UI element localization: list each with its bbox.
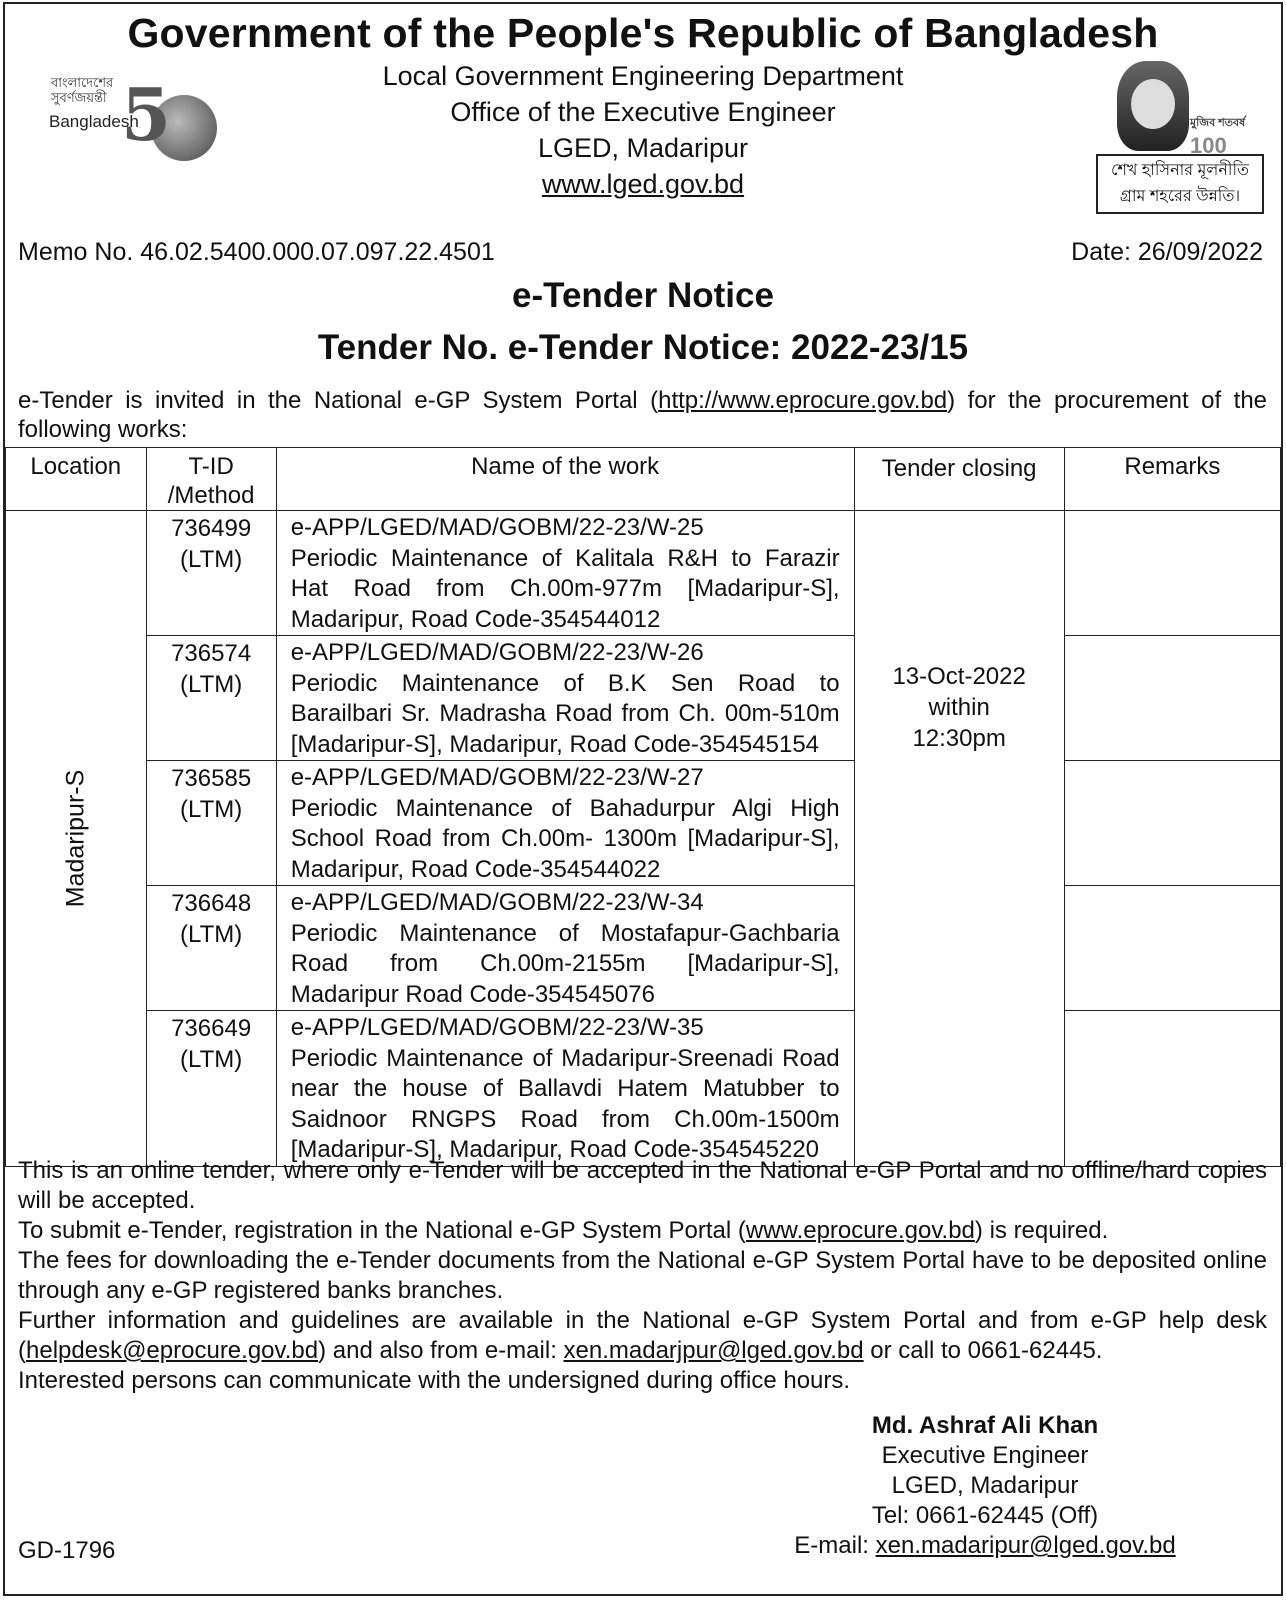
tid-cell: 736499 (LTM)	[146, 511, 276, 636]
signatory-name: Md. Ashraf Ali Khan	[871, 1412, 1099, 1439]
signature-block	[785, 1411, 1185, 1561]
office-email-link[interactable]: xen.madarjpur@lged.gov.bd	[563, 1337, 864, 1364]
eprocure-link[interactable]: http://www.eprocure.gov.bd	[658, 387, 948, 414]
jubilee-bangla-text: বাংলাদেশের সুবর্ণজয়ন্তী	[51, 75, 114, 105]
signatory-office: LGED, Madaripur	[891, 1472, 1079, 1499]
header-remarks: Remarks	[1064, 448, 1280, 511]
jubilee-number: 5	[121, 72, 172, 157]
website-line	[5, 169, 1281, 200]
table-header-row	[6, 448, 1281, 511]
motto-line-2: গ্রাম শহরের উন্নতি।	[1119, 188, 1241, 205]
table-row	[6, 1011, 1281, 1167]
signatory-phone: Tel: 0661-62445 (Off)	[871, 1502, 1099, 1529]
office-location: LGED, Madaripur	[537, 133, 749, 163]
mujib-100-mark: মুজিব শতবর্ষ 100	[1190, 117, 1246, 158]
header-name-of-work: Name of the work	[276, 448, 854, 511]
tid-cell: 736648 (LTM)	[146, 886, 276, 1011]
motto-box	[1096, 154, 1264, 214]
work-name-cell: e-APP/LGED/MAD/GOBM/22-23/W-35 Periodic Maintenance of Madaripur-Sreenadi Road near the house of Ballavdi Hatem Matubber to Saidnoor RNGPS Road from Ch.00m-1500m [Madaripur-S], Madaripur, Road Code-354545220	[276, 1011, 854, 1167]
signatory-email-line: E-mail: xen.madaripur@lged.gov.bd	[794, 1532, 1176, 1559]
memo-number: Memo No. 46.02.5400.000.07.097.22.4501	[18, 238, 495, 266]
motto-line-1: শেখ হাসিনার মূলনীতি	[1110, 162, 1250, 179]
work-name-cell: e-APP/LGED/MAD/GOBM/22-23/W-25 Periodic Maintenance of Kalitala R&H to Farazir Hat Road from Ch.00m-977m [Madaripur-S], Madaripur, Road Code-354544012	[276, 511, 854, 636]
header-location: Location	[6, 448, 147, 511]
remarks-cell	[1064, 636, 1280, 761]
instruction-office-hours: Interested persons can communicate with the undersigned during office hours.	[18, 1367, 851, 1394]
table-row	[6, 886, 1281, 1011]
tender-closing-cell: 13-Oct-2022 within 12:30pm	[854, 511, 1064, 1167]
location-cell: Madaripur-S	[6, 511, 147, 1167]
instruction-registration: To submit e-Tender, registration in the National e-GP System Portal (www.eprocure.gov.bd) is required.	[18, 1217, 1109, 1244]
website-link[interactable]: www.lged.gov.bd	[541, 169, 745, 199]
table-row	[6, 761, 1281, 886]
tid-cell: 736574 (LTM)	[146, 636, 276, 761]
remarks-cell	[1064, 1011, 1280, 1167]
office-name: Office of the Executive Engineer	[450, 97, 836, 127]
remarks-cell	[1064, 886, 1280, 1011]
remarks-cell	[1064, 511, 1280, 636]
tid-cell: 736585 (LTM)	[146, 761, 276, 886]
instruction-fees: The fees for downloading the e-Tender documents from the National e-GP System Portal have to be deposited online through any e-GP registered banks branches.	[18, 1247, 1267, 1304]
header-tid: T-ID /Method	[146, 448, 276, 511]
portrait-icon	[1117, 61, 1189, 151]
table-row	[6, 511, 1281, 636]
intro-paragraph: e-Tender is invited in the National e-GP System Portal (http://www.eprocure.gov.bd) for the procurement of the following works:	[18, 387, 1268, 443]
remarks-cell	[1064, 761, 1280, 886]
signatory-title: Executive Engineer	[881, 1442, 1089, 1469]
eprocure-registration-link[interactable]: www.eprocure.gov.bd	[745, 1217, 975, 1244]
instruction-contact: Further information and guidelines are available in the National e-GP System Portal and from e-GP help desk (helpdesk@eprocure.gov.bd) and also from e-mail: xen.madarjpur@lged.gov.bd or call to 0661-62445.	[18, 1307, 1267, 1364]
tender-notice-page	[3, 2, 1283, 1596]
department-name: Local Government Engineering Department	[382, 61, 904, 91]
signatory-email-link[interactable]: xen.madaripur@lged.gov.bd	[875, 1532, 1176, 1559]
jubilee-english-text: Bangladesh	[49, 112, 139, 131]
mujib-borsho-logo	[1092, 59, 1267, 219]
work-name-cell: e-APP/LGED/MAD/GOBM/22-23/W-27 Periodic Maintenance of Bahadurpur Algi High School Road from Ch.00m- 1300m [Madaripur-S], Madaripur, Road Code-354544022	[276, 761, 854, 886]
tender-number: Tender No. e-Tender Notice: 2022-23/15	[317, 328, 969, 367]
tid-cell: 736649 (LTM)	[146, 1011, 276, 1167]
instruction-online-only: This is an online tender, where only e-Tender will be accepted in the National e-GP Portal and no offline/hard copies will be accepted.	[18, 1157, 1267, 1214]
header-tender-closing: Tender closing	[854, 448, 1064, 511]
table-row	[6, 636, 1281, 761]
notice-date: Date: 26/09/2022	[1071, 238, 1263, 266]
works-table	[5, 447, 1281, 1167]
government-title: Government of the People's Republic of Bangladesh	[127, 10, 1159, 56]
work-name-cell: e-APP/LGED/MAD/GOBM/22-23/W-26 Periodic Maintenance of B.K Sen Road to Barailbari Sr. Madrasha Road from Ch. 00m-510m [Madaripur-S], Madaripur, Road Code-354545154	[276, 636, 854, 761]
gd-number: GD-1796	[18, 1537, 116, 1564]
work-name-cell: e-APP/LGED/MAD/GOBM/22-23/W-34 Periodic Maintenance of Mostafapur-Gachbaria Road from Ch.00m-2155m [Madaripur-S], Madaripur Road Code-354545076	[276, 886, 854, 1011]
helpdesk-email-link[interactable]: helpdesk@eprocure.gov.bd	[26, 1337, 319, 1364]
notice-title: e-Tender Notice	[512, 276, 774, 315]
tender-instructions	[18, 1156, 1267, 1396]
